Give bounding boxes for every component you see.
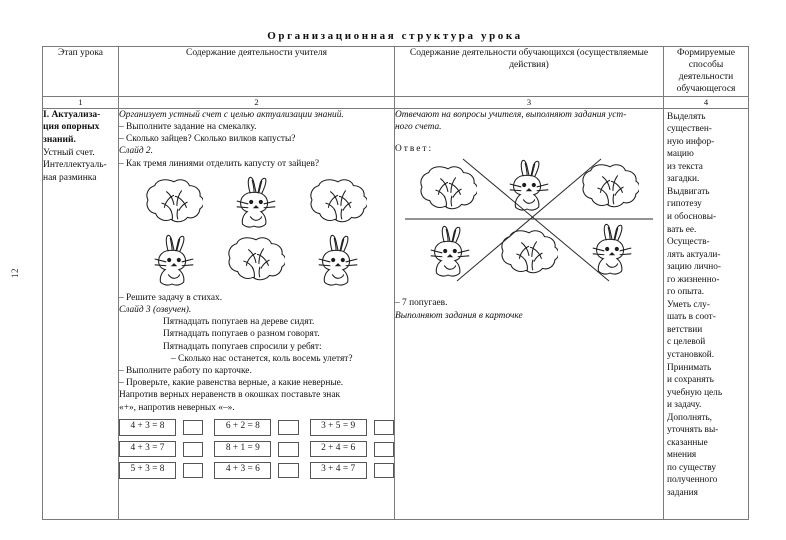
table-row [43,108,749,519]
formed-methods-line3: деятельности [678,72,734,83]
teacher-line-5: – Выполните работу по карточке. [119,366,252,377]
formed-methods-line: задания [667,488,698,499]
stage-line-2: ция опорных [43,122,100,133]
page-number: 12 [10,268,20,278]
formed-methods-line: уточнять вы- [667,425,719,436]
formed-methods-line: ную инфор- [667,136,715,147]
column-header-stage: Этап урока [43,47,119,97]
formed-methods-line: ветствии [667,324,703,335]
formed-methods-line: из текста [667,161,703,172]
formed-methods-line: с целевой [667,337,706,348]
cabbage-icon [309,176,367,228]
column-number-4: 4 [664,96,749,108]
table-header-row [43,47,749,97]
formed-methods-line: го жизненно- [667,274,720,285]
teacher-line-8: «+», напротив неверных «–». [119,402,235,413]
poem-line-4: – Сколько нас останется, коль восемь улетят? [171,353,353,364]
cell-lesson-stage [43,108,119,519]
poem-line-3: Пятнадцать попугаев спросили у ребят: [163,341,322,352]
equation-cell: 5 + 3 = 8 [119,462,176,479]
equation-answer-box[interactable] [278,463,299,478]
column-header-student-activity [395,47,664,97]
formed-methods-line: мацию [667,149,694,160]
formed-methods-line: Выдвигать [667,186,710,197]
formed-methods-line: го опыта. [667,287,705,298]
formed-methods-line: установкой. [667,350,715,361]
formed-methods-line: Дополнять, [667,412,713,423]
cabbage-icon [227,234,285,286]
formed-methods-line: лять актуали- [667,249,721,260]
stage-line-5: Интеллектуаль- [43,160,107,171]
rabbit-icon [145,234,203,286]
student-activity-line2: (осуществляемые действия) [509,48,649,71]
formed-methods-line: по существу [667,462,717,473]
student-intro-line-2: ного счета. [395,121,442,132]
rabbit-icon [227,176,285,228]
equation-cell: 4 + 3 = 6 [214,462,271,479]
student-result-italic: Выполняют задания в карточке [395,310,523,321]
equation-answer-box[interactable] [374,442,395,457]
teacher-line-2: – Сколько зайцев? Сколько вилков капусты? [119,134,296,145]
stage-line-3: знаний. [43,134,76,145]
stage-line-1: I. Актуализа- [43,109,101,120]
answer-figure [405,157,653,283]
formed-methods-line: и задачу. [667,400,702,411]
formed-methods-line: вать ее. [667,224,697,235]
equation-cell: 4 + 3 = 7 [119,441,176,458]
column-number-3: 3 [395,96,664,108]
formed-methods-line: полученного [667,475,718,486]
teacher-activity-text-2 [119,292,394,414]
equation-answer-box[interactable] [374,420,395,435]
teacher-intro: Организует устный счет с целью актуализации знаний. [119,109,344,120]
equation-row [119,462,394,479]
formed-methods-line: и сохранять [667,375,714,386]
equation-row [119,419,394,436]
formed-methods-line: Принимать [667,362,712,373]
student-activity-text [395,109,663,156]
formed-methods-line: Уметь слу- [667,299,710,310]
cell-formed-methods [664,108,749,519]
equation-cell: 2 + 4 = 6 [310,441,367,458]
formed-methods-text [664,109,748,502]
equation-cell: 3 + 4 = 7 [310,462,367,479]
stage-line-6: ная разминка [43,172,97,183]
answer-label: Ответ: [395,144,434,155]
column-number-1: 1 [43,96,119,108]
teacher-line-7: Напротив верных неравенств в окошках поставьте знак [119,390,341,401]
equation-answer-box[interactable] [183,442,204,457]
rabbits-cabbages-figure [137,176,377,288]
teacher-line-6: – Проверьте, какие равенства верные, а какие неверные. [119,378,344,389]
equation-cell: 4 + 3 = 8 [119,419,176,436]
formed-methods-line: зацию лично- [667,262,722,273]
formed-methods-line: Осуществ- [667,237,710,248]
formed-methods-line: мнения [667,450,697,461]
student-result-line: – 7 попугаев. [395,298,448,309]
equation-cell: 8 + 1 = 9 [214,441,271,458]
slide-3-label: Слайд 3 (озвучен). [119,304,192,315]
student-intro-line-1: Отвечают на вопросы учителя, выполняют задания уст- [395,109,627,120]
cell-teacher-activity [119,108,395,519]
column-header-teacher-activity: Содержание деятельности учителя [119,47,395,97]
cabbage-icon [145,176,203,228]
equations-worksheet [119,419,394,479]
formed-methods-line: шать в соот- [667,312,716,323]
teacher-line-3: – Как тремя линиями отделить капусту от зайцев? [119,158,320,169]
stage-line-4: Устный счет. [43,147,95,158]
equation-cell: 3 + 5 = 9 [310,419,367,436]
lesson-stage-text [43,109,118,185]
poem-line-2: Пятнадцать попугаев о разном говорят. [163,329,320,340]
teacher-line-4: – Решите задачу в стихах. [119,292,223,303]
equation-answer-box[interactable] [374,463,395,478]
formed-methods-line: и обосновы- [667,212,717,222]
formed-methods-line: Выделять [667,111,706,122]
slide-2-label: Слайд 2. [119,146,153,157]
cell-student-activity [395,108,664,519]
equation-answer-box[interactable] [183,420,204,435]
column-header-formed-methods [664,47,749,97]
separator-lines [405,157,653,283]
formed-methods-line: существен- [667,124,712,135]
teacher-activity-text [119,109,394,170]
formed-methods-line: учебную цель [667,387,723,398]
student-answer-text [395,297,663,321]
teacher-line-1: – Выполните задание на смекалку. [119,121,257,132]
equation-answer-box[interactable] [278,442,299,457]
student-activity-line1: Содержание деятельности обучающихся [409,48,575,58]
equation-answer-box[interactable] [278,420,299,435]
formed-methods-line1: Формируемые [676,48,736,58]
formed-methods-line4: обучающегося [676,84,736,95]
equation-cell: 6 + 2 = 8 [214,419,271,436]
equation-row [119,441,394,458]
column-number-2: 2 [119,96,395,108]
lesson-structure-table [42,46,749,520]
formed-methods-line2: способы [688,60,724,71]
table-column-number-row [43,96,749,108]
formed-methods-line: загадки. [667,174,700,185]
formed-methods-line: гипотезу [667,199,702,210]
rabbit-icon [309,234,367,286]
page-title: Организационная структура урока [267,30,523,42]
equation-answer-box[interactable] [183,463,204,478]
formed-methods-line: сказанные [667,437,708,448]
poem-line-1: Пятнадцать попугаев на дереве сидят. [163,317,315,328]
